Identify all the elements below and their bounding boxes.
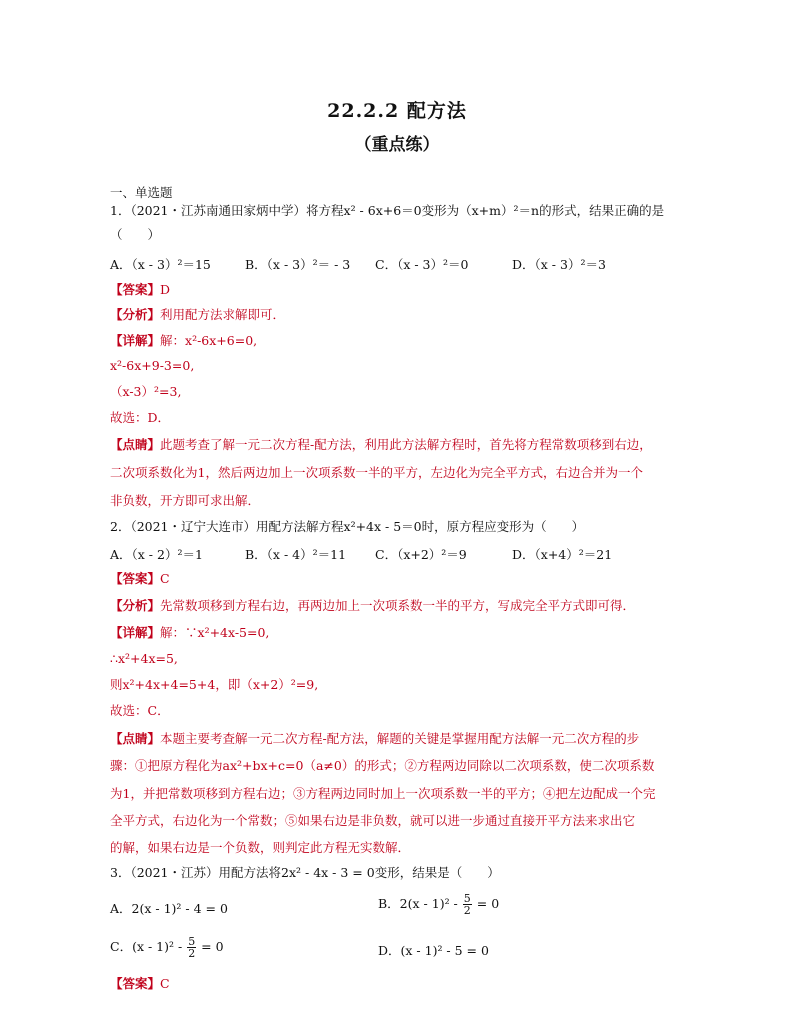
q1-comment-2: 二次项系数化为1，然后两边加上一次项系数一半的平方，左边化为完全平方式，右边合并为一个 [110, 465, 643, 480]
q1-option-d: D．（x - 3）²＝3 [512, 257, 606, 272]
q2-detail-2: ∴x²+4x=5, [110, 651, 178, 666]
detail-text: 解：∵x²+4x-5=0, [160, 625, 270, 640]
fraction [463, 893, 472, 916]
comment-text: 本题主要考查解一元二次方程-配方法，解题的关键是掌握用配方法解一元二次方程的步 [160, 731, 640, 746]
q1-detail-4: 故选：D． [110, 410, 171, 425]
q3-option-c-lhs: C．(x - 1)² - [110, 939, 183, 954]
detail-tag: 【详解】 [110, 625, 161, 640]
answer-value: D [160, 282, 171, 297]
q3-option-c-rhs: = 0 [201, 939, 224, 954]
q1-stem: 1．（2021・江苏南通田家炳中学）将方程x² - 6x+6＝0变形为（x+m）²＝n的形式，结果正确的是 [110, 203, 665, 218]
detail-tag: 【详解】 [110, 333, 161, 348]
fraction-numerator: 5 [463, 892, 471, 905]
answer-tag: 【答案】 [110, 976, 161, 991]
q1-comment-1 [110, 437, 652, 453]
q2-option-a: A．（x - 2）²＝1 [110, 547, 203, 562]
q3-option-c [110, 936, 224, 959]
q2-stem: 2．（2021・辽宁大连市）用配方法解方程x²+4x - 5＝0时，原方程应变形为（ ） [110, 519, 585, 534]
q1-detail-3: （x-3）²=3, [110, 384, 182, 399]
q2-detail-4: 故选：C． [110, 703, 170, 718]
q3-option-d: D．(x - 1)² - 5 = 0 [378, 943, 489, 958]
q2-analysis [110, 598, 635, 614]
fraction-denominator: 2 [463, 904, 471, 917]
comment-text: 此题考查了解一元二次方程-配方法，利用此方法解方程时，首先将方程常数项移到右边， [160, 437, 652, 452]
q2-detail-3: 则x²+4x+4=5+4，即（x+2）²=9, [110, 677, 319, 692]
fraction-denominator: 2 [188, 947, 196, 960]
q1-answer [110, 282, 170, 298]
answer-tag: 【答案】 [110, 571, 161, 586]
q3-answer [110, 976, 170, 992]
q2-answer [110, 571, 170, 587]
q2-comment-5: 的解，如果右边是一个负数，则判定此方程无实数解． [110, 840, 411, 855]
q3-option-b [378, 893, 499, 916]
answer-value: C [160, 571, 170, 586]
answer-tag: 【答案】 [110, 282, 161, 297]
section-heading: 一、单选题 [110, 185, 173, 200]
q1-option-c: C．（x - 3）²＝0 [375, 257, 469, 272]
q2-option-c: C．（x+2）²＝9 [375, 547, 467, 562]
comment-tag: 【点睛】 [110, 437, 161, 452]
q1-option-b: B．（x - 3）²＝ - 3 [245, 257, 351, 272]
q2-option-b: B．（x - 4）²＝11 [245, 547, 347, 562]
q3-option-b-lhs: B．2(x - 1)² - [378, 896, 458, 911]
q2-comment-4: 全平方式，右边化为一个常数；⑤如果右边是非负数，就可以进一步通过直接开平方法来求出它 [110, 813, 636, 828]
q2-comment-1 [110, 731, 639, 747]
answer-value: C [160, 976, 170, 991]
analysis-text: 先常数项移到方程右边，再两边加上一次项系数一半的平方，写成完全平方式即可得． [160, 598, 636, 613]
fraction [187, 936, 196, 959]
q2-comment-2: 骤：①把原方程化为ax²+bx+c=0（a≠0）的形式；②方程两边同除以二次项系数，使二次项系数 [110, 758, 655, 773]
detail-text: 解：x²-6x+6=0, [160, 333, 258, 348]
q3-stem: 3．（2021・江苏）用配方法将2x² - 4x - 3 = 0变形，结果是（ ） [110, 865, 500, 880]
comment-tag: 【点睛】 [110, 731, 161, 746]
fraction-numerator: 5 [188, 935, 196, 948]
page-title: 22.2.2 配方法 [327, 100, 467, 122]
q1-detail-1 [110, 333, 257, 349]
q1-analysis [110, 307, 285, 323]
page-subtitle: （重点练） [354, 135, 440, 155]
q1-comment-3: 非负数，开方即可求出解． [110, 493, 261, 508]
q3-option-a: A．2(x - 1)² - 4 = 0 [110, 901, 228, 916]
q3-option-b-rhs: = 0 [476, 896, 500, 911]
q2-comment-3: 为1，并把常数项移到方程右边；③方程两边同时加上一次项系数一半的平方；④把左边配成一个完 [110, 786, 656, 801]
q1-option-a: A．（x - 3）²＝15 [110, 257, 211, 272]
analysis-text: 利用配方法求解即可． [160, 307, 286, 322]
q2-option-d: D．（x+4）²＝21 [512, 547, 613, 562]
q2-detail-1 [110, 625, 269, 641]
q1-detail-2: x²-6x+9-3=0, [110, 358, 195, 373]
analysis-tag: 【分析】 [110, 598, 161, 613]
q1-paren: （ ） [110, 227, 161, 242]
analysis-tag: 【分析】 [110, 307, 161, 322]
